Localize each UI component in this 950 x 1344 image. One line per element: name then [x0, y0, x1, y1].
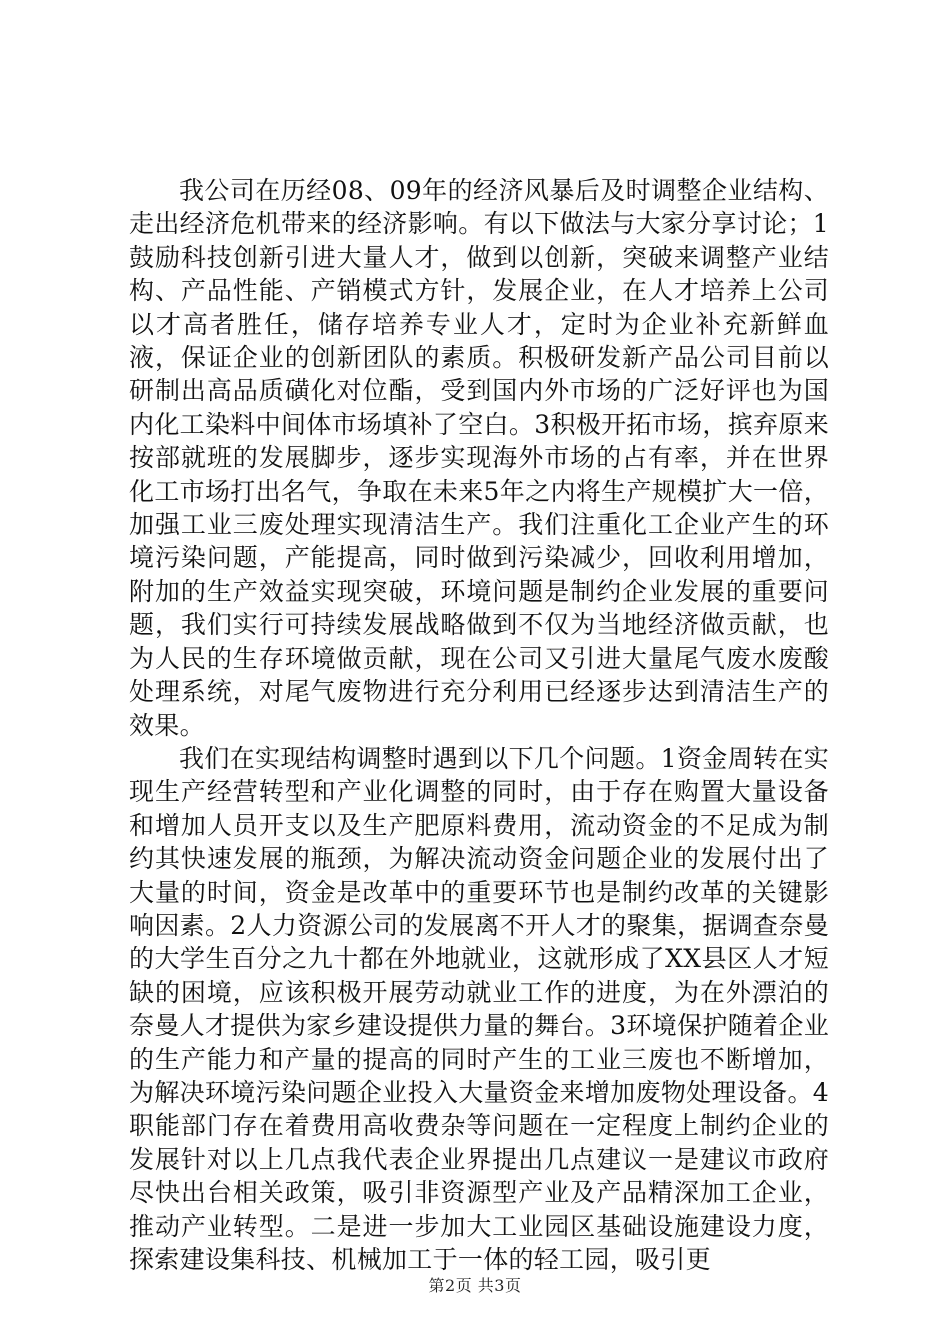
paragraph-1: 我公司在历经08、09年的经济风暴后及时调整企业结构、走出经济危机带来的经济影响。有以下做法与大家分享讨论；1鼓励科技创新引进大量人才，做到以创新，突破来调整产业结构、产品性能、产销模式方针，发展企业，在人才培养上公司以才高者胜任，储存培养专业人才，定时为企业补充新鲜血液，保证企业的创新团队的素质。积极研发新产品公司目前以研制出高品质磺化对位酯，受到国内外市场的广泛好评也为国内化工染料中间体市场填补了空白。3积极开拓市场，摈弃原来按部就班的发展脚步，逐步实现海外市场的占有率，并在世界化工市场打出名气，争取在未来5年之内将生产规模扩大一倍，加强工业三废处理实现清洁生产。我们注重化工企业产生的环境污染问题，产能提高，同时做到污染减少，回收利用增加，附加的生产效益实现突破，环境问题是制约企业发展的重要问题，我们实行可持续发展战略做到不仅为当地经济做贡献，也为人民的生存环境做贡献，现在公司又引进大量尾气废水废酸处理系统，对尾气废物进行充分利用已经逐步达到清洁生产的效果。 [129, 176, 829, 740]
paragraph-2: 我们在实现结构调整时遇到以下几个问题。1资金周转在实现生产经营转型和产业化调整的同时，由于存在购置大量设备和增加人员开支以及生产肥原料费用，流动资金的不足成为制约其快速发展的瓶颈，为解决流动资金问题企业的发展付出了大量的时间，资金是改革中的重要环节也是制约改革的关键影响因素。2人力资源公司的发展离不开人才的聚集，据调查奈曼的大学生百分之九十都在外地就业，这就形成了XX县区人才短缺的困境，应该积极开展劳动就业工作的进度，为在外漂泊的奈曼人才提供为家乡建设提供力量的舞台。3环境保护随着企业的生产能力和产量的提高的同时产生的工业三废也不断增加，为解决环境污染问题企业投入大量资金来增加废物处理设备。4职能部门存在着费用高收费杂等问题在一定程度上制约企业的发展针对以上几点我代表企业界提出几点建议一是建议市政府尽快出台相关政策，吸引非资源型产业及产品精深加工企业，推动产业转型。二是进一步加大工业园区基础设施建设力度，探索建设集科技、机械加工于一体的轻工园，吸引更 [129, 743, 829, 1274]
page-footer: 第2页 共3页 [428, 1276, 522, 1295]
document-body [129, 174, 829, 1276]
